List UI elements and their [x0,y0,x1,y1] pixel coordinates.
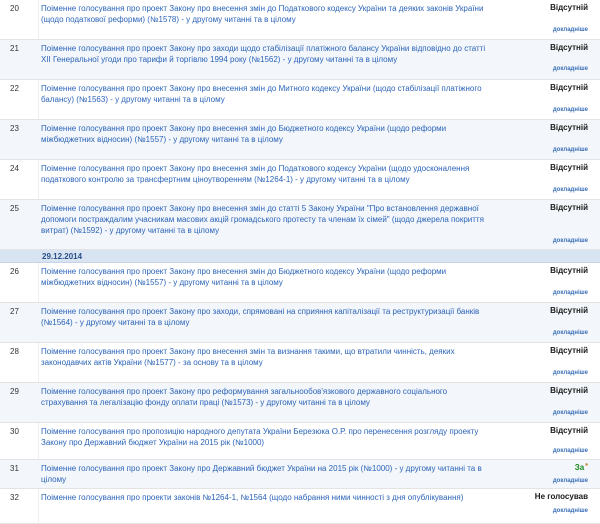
table-row [0,200,600,250]
vote-status-mark: * [585,463,588,470]
vote-status-text: За [574,463,585,472]
row-number: 27 [10,307,19,316]
vote-status: Відсутній [550,266,588,275]
vote-status: Відсутній [550,163,588,172]
vote-link[interactable]: Поіменне голосування про пропозицію народного депутата України Березюка О.Р. про перенесення розгляду проекту Закону про Державний бюджет України на 2015 рік (№1000) [41,427,479,447]
details-link[interactable]: докладніше [552,370,588,376]
vote-status: Відсутній [550,43,588,52]
row-number: 22 [10,84,19,93]
row-number: 28 [10,347,19,356]
details-link[interactable]: докладніше [552,290,588,296]
vote-link[interactable]: Поіменне голосування про проект Закону про реформування загальнообов'язкового державного соціального страхування та легалізацію фонду оплати праці (№1573) - у другому читанні та в цілому [41,387,448,407]
details-link[interactable]: докладніше [552,238,588,244]
vote-link[interactable]: Поіменне голосування про проект Закону про внесення змін до Податкового кодексу України та деяких законів України (щодо податкової реформи) (№1578) - у другому читанні та в цілому [41,4,484,24]
vote-status [575,463,588,472]
vote-status: Відсутній [550,386,588,395]
details-link[interactable]: докладніше [552,107,588,113]
details-link[interactable]: докладніше [552,147,588,153]
row-number: 31 [10,464,19,473]
table-row [0,460,600,489]
table-row [0,383,600,423]
table-row [0,120,600,160]
details-link[interactable]: докладніше [552,478,588,484]
vote-link[interactable]: Поіменне голосування про проект Закону про внесення змін до статті 5 Закону України "Про встановлення державної допомоги постраждалим учасникам масових акцій громадського протесту та членам їх сімей" (щодо джерела покриття витрат) (№1592) - у другому читанні та в цілому [41,204,484,235]
vote-status: Відсутній [550,346,588,355]
table-row [0,80,600,120]
table-row [0,263,600,303]
details-link[interactable]: докладніше [552,187,588,193]
row-number: 20 [10,4,19,13]
table-row [0,40,600,80]
vote-status: Відсутній [550,83,588,92]
details-link[interactable]: докладніше [552,330,588,336]
table-row [0,343,600,383]
details-link[interactable]: докладніше [552,66,588,72]
vote-status: Не голосував [534,492,588,501]
details-link[interactable]: докладніше [552,410,588,416]
vote-link[interactable]: Поіменне голосування про проект Закону про внесення змін до Митного кодексу України (щодо стабілізації платіжного балансу) (№1563) - у другому читанні та в цілому [41,84,482,104]
details-link[interactable]: докладніше [552,508,588,514]
vote-link[interactable]: Поіменне голосування про проект Закону про внесення змін до Податкового кодексу України (щодо удосконалення податкового контролю за трансфертним ціноутворенням (№1264-1) - у другому читанні та в цілому [41,164,470,184]
table-row [0,303,600,343]
row-number: 30 [10,427,19,436]
row-number: 26 [10,267,19,276]
table-row [0,160,600,200]
row-number: 21 [10,44,19,53]
vote-link[interactable]: Поіменне голосування про проект Закону про внесення змін до Бюджетного кодексу України (щодо реформи міжбюджетних відносин) (№1557) - у другому читанні та в цілому [41,267,447,287]
table-row [0,423,600,460]
vote-status: Відсутній [550,426,588,435]
table-row [0,0,600,40]
vote-status: Відсутній [550,123,588,132]
table-row [0,489,600,524]
vote-link[interactable]: Поіменне голосування про проект Закону про заходи щодо стабілізації платіжного балансу України відповідно до статті XII Генеральної угоди про тарифи й торгівлю 1994 року (№1562) - у другому читанні та в цілому [41,44,486,64]
vote-link[interactable]: Поіменне голосування про проект Закону про заходи, спрямовані на сприяння капіталізації та реструктуризації банків (№1564) - у другому читанні та в цілому [41,307,480,327]
vote-status: Відсутній [550,3,588,12]
row-number: 32 [10,493,19,502]
vote-status: Відсутній [550,306,588,315]
row-number: 25 [10,204,19,213]
details-link[interactable]: докладніше [552,27,588,33]
row-number: 24 [10,164,19,173]
date-separator [0,250,600,263]
row-number: 29 [10,387,19,396]
vote-link[interactable]: Поіменне голосування про проект Закону про внесення змін та визнання такими, що втратили чинність, деяких законодавчих актів України (№1577) - за основу та в цілому [41,347,455,367]
vote-link[interactable]: Поіменне голосування про проект Закону про Державний бюджет України на 2015 рік (№1000) - у другому читанні та в цілому [41,464,482,484]
row-number: 23 [10,124,19,133]
vote-status: Відсутній [550,203,588,212]
vote-link[interactable]: Поіменне голосування про проект Закону про внесення змін до Бюджетного кодексу України (щодо реформи міжбюджетних відносин) (№1557) - у другому читанні та в цілому [41,124,447,144]
date-label: 29.12.2014 [42,252,83,261]
details-link[interactable]: докладніше [552,448,588,454]
vote-link[interactable]: Поіменне голосування про проекти законів №1264-1, №1564 (щодо набрання ними чинності з дня опублікування) [41,493,464,502]
